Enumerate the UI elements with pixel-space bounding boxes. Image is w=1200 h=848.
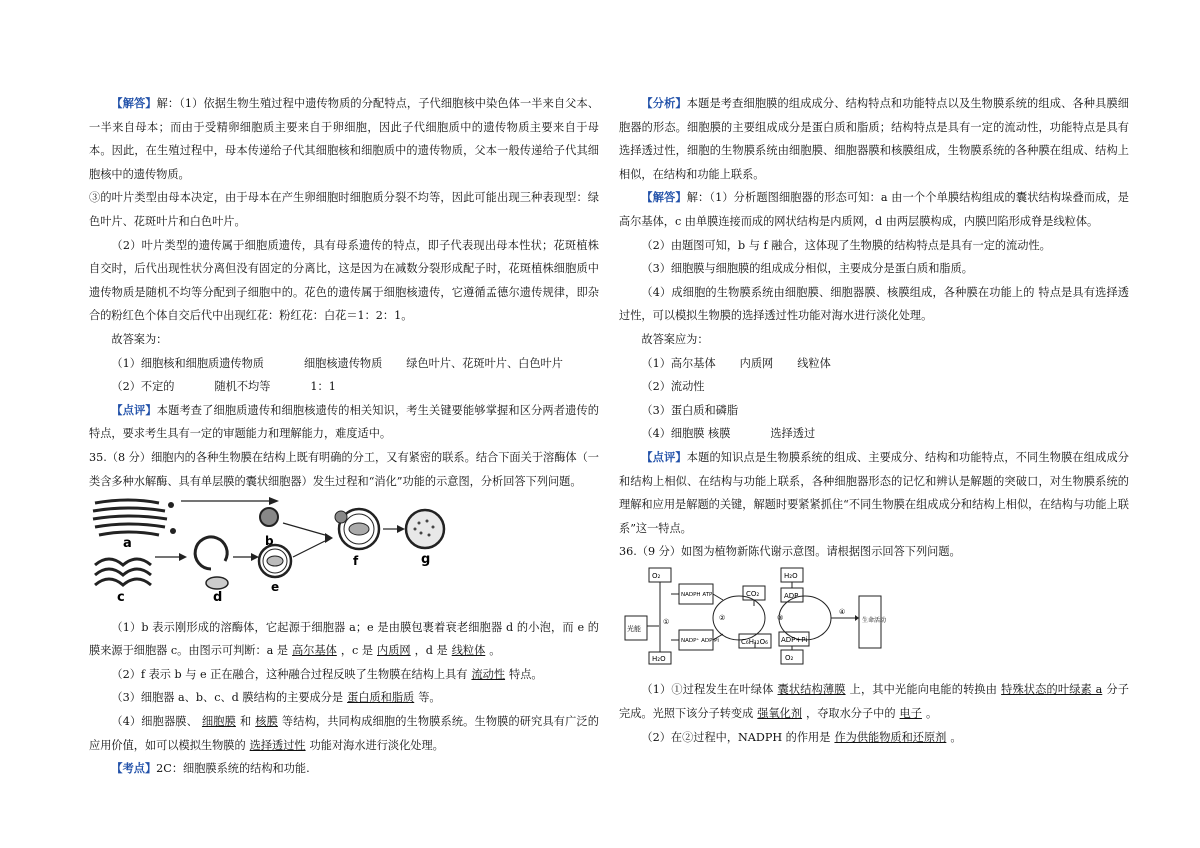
- o2-top-label: O₂: [652, 571, 661, 580]
- right-answer-2: （2）流动性: [641, 380, 705, 394]
- question-36: 36.（9 分）如图为植物新陈代谢示意图。请根据图示回答下列问题。: [619, 545, 961, 559]
- adp-label: ADP: [784, 591, 799, 600]
- analysis: [619, 92, 1129, 186]
- answer-composition: 蛋白质和脂质: [347, 691, 415, 705]
- solution-1-text: 解：（1）分析题图细胞器的形态可知：a 由一个个单膜结构组成的囊状结构垛叠而成，是高尔基体，c 由单膜连接而成的网状结构是内质网，d 由两层膜构成，内膜凹陷形成脊是线粒体。: [619, 191, 1129, 228]
- q36-part1: [619, 678, 1129, 725]
- left-column: [89, 92, 599, 781]
- q36-1-text: （1）①过程发生在叶绿体: [641, 683, 774, 697]
- q35-4-and: 和: [239, 715, 252, 729]
- process-4-label: ④: [839, 607, 846, 616]
- q35-1-text-e: ，d 是: [414, 644, 448, 658]
- light-label: 光能: [627, 624, 641, 633]
- answer-1b: 细胞核遗传物质: [303, 356, 383, 370]
- solution-tag: 【解答】: [641, 190, 687, 205]
- co2-label: CO₂: [746, 589, 760, 598]
- answer-part1: [89, 92, 599, 186]
- metabolism-figure: [619, 566, 919, 666]
- endoplasmic-reticulum-shape: [95, 559, 151, 585]
- right-comment-tag: 【点评】: [641, 449, 687, 464]
- knowledge-tag: 【考点】: [111, 761, 157, 776]
- answer-nadph-role: 作为供能物质和还原剂: [834, 730, 947, 744]
- q35-part1: [89, 616, 599, 663]
- fig-label-f: f: [353, 554, 359, 569]
- q35-4-text-e: 等结构，共同构成细胞的生物膜系统。生物膜的研究具有广泛的应用价值，如可以模拟生物膜的: [89, 715, 599, 752]
- q36-1-text-e: 分子完成。光照下该分子转变成: [619, 683, 1129, 721]
- answer-2a: （2）不定的: [111, 380, 175, 394]
- h2o-top-label: H₂O: [784, 571, 798, 580]
- right-answer-4: [619, 422, 1129, 446]
- q35-1-end: 。: [489, 644, 501, 658]
- answer-er: 内质网: [377, 644, 411, 658]
- right-answer-1: [619, 352, 1129, 376]
- analysis-tag: 【分析】: [641, 96, 687, 110]
- q35-2-end: 特点。: [509, 667, 543, 681]
- answer-chlorophyll-a: 特殊状态的叶绿素 a: [1001, 683, 1103, 697]
- o2-bottom-label: O₂: [785, 653, 794, 662]
- q36-1-end: 。: [925, 707, 938, 721]
- lysosome-figure: [89, 495, 449, 603]
- right-answer-4a: （4）细胞膜 核膜: [641, 427, 731, 441]
- answer-fluidity: 流动性: [471, 667, 506, 681]
- answer-oxidant: 强氧化剂: [757, 707, 803, 721]
- q35-3-text: （3）细胞器 a、b、c、d 膜结构的主要成分是: [111, 691, 344, 705]
- right-answer-1c: 线粒体: [797, 356, 831, 370]
- fig-label-g: g: [421, 552, 431, 568]
- knowledge-point: [89, 757, 599, 781]
- comment: [89, 399, 599, 446]
- answer-line-2: [89, 375, 599, 399]
- q36-1-text-c: 上，其中光能向电能的转换由: [849, 683, 998, 697]
- q35-1-text: （1）b 表示刚形成的溶酶体，它起源于细胞器 a；e 是由膜包裹着衰老细胞器 d 的小泡，而 e 的膜来源于细胞器 c。由图示可判断：a 是: [89, 620, 599, 658]
- answer-cell-membrane: 细胞膜: [201, 715, 236, 729]
- lysosome-diagram: [89, 495, 599, 612]
- answer-tag: 【解答】: [111, 96, 157, 110]
- process-2-label: ②: [719, 613, 726, 622]
- answer-1c: 绿色叶片、花斑叶片、白色叶片: [406, 356, 563, 370]
- knowledge-text: 2C：细胞膜系统的结构和功能.: [156, 762, 310, 776]
- right-comment: [619, 446, 1129, 540]
- question-35: 35.（8 分）细胞内的各种生物膜在结构上既有明确的分工，又有紧密的联系。结合下面关于溶酶体（一类含多种水解酶、具有单层膜的囊状细胞器）发生过程和“消化”功能的示意图，分析回答下列问题。: [89, 450, 599, 488]
- answer-2c: 1：1: [310, 380, 336, 394]
- answer-1a: （1）细胞核和细胞质遗传物质: [111, 356, 264, 370]
- golgi-apparatus-shape: [93, 500, 167, 535]
- comment-text: 本题考查了细胞质遗传和细胞核遗传的相关知识，考生关键要能够掌握和区分两者遗传的特点，要求考生具有一定的审题能力和理解能力，难度适中。: [89, 403, 599, 441]
- q35-part2: [89, 663, 599, 687]
- right-comment-text: 本题的知识点是生物膜系统的组成、主要成分、结构和功能特点，不同生物膜在组成成分和结构上相似、在结构与功能上联系，各种细胞器形态的记忆和辨认是解题的突破口，对生物膜系统的理解和应用是解题的关键，解题时要紧紧抓住“不同生物膜在组成成分和结构上相似，在结构与功能上联系”这一特点。: [619, 450, 1129, 535]
- q35-part3: [89, 686, 599, 710]
- q35-4-text: （4）细胞器膜、: [111, 715, 198, 729]
- fig-label-d: d: [213, 590, 223, 604]
- right-answer-4b: 选择透过: [770, 427, 816, 441]
- answer-thylakoid: 囊状结构薄膜: [777, 683, 846, 697]
- life-activity-label: 生命活动: [862, 616, 887, 624]
- q36-2-end: 。: [950, 730, 962, 744]
- answer-line-1: [89, 352, 599, 376]
- answer-part3: （2）叶片类型的遗传属于细胞质遗传，具有母系遗传的特点，即子代表现出母本性状；花斑植株自交时，后代出现性状分离但没有固定的分离比，这是因为在减数分裂形成配子时，花斑植株细胞质中遗传物质是随机不均等分配到子细胞中的。花色的遗传属于细胞核遗传，它遵循孟德尔遗传规律，即杂合的粉红色个体自交后代中出现红花：粉红花：白花＝1：2：1。: [89, 238, 599, 323]
- process-1-label: ①: [663, 617, 670, 626]
- right-answer-3: （3）蛋白质和磷脂: [641, 403, 739, 417]
- nadp-adp-label: NADP⁺ ADP·Pi: [681, 637, 719, 644]
- solution-2: （2）由题图可知，b 与 f 融合，这体现了生物膜的结构特点是具有一定的流动性。: [641, 238, 1051, 252]
- answer-selective: 选择透过性: [249, 738, 306, 752]
- answer-mitochondria: 线粒体: [451, 644, 486, 658]
- answer-text: 解：（1）依据生物生殖过程中遗传物质的分配特点，子代细胞核中染色体一半来自父本、一半来自母本；而由于受精卵细胞质主要来自于卵细胞，因此子代细胞质中的遗传物质主要来自于母本。因此，在生殖过程中，母本传递给子代其细胞核和细胞质中的遗传物质，父本一般传递给子代其细胞核中的遗传物质。: [89, 97, 599, 181]
- q35-2-text: （2）f 表示 b 与 e 正在融合，这种融合过程反映了生物膜在结构上具有: [111, 667, 468, 681]
- process-3-label: ③: [777, 613, 784, 622]
- q36-1-text-g: ，夺取水分子中的: [806, 707, 896, 721]
- q35-1-text-c: ，c 是: [340, 644, 374, 658]
- answer-2b: 随机不均等: [214, 380, 271, 394]
- nadph-atp-label: NADPH ATP: [681, 591, 713, 598]
- q36-part2: [619, 726, 1129, 750]
- q36-2-text: （2）在②过程中，NADPH 的作用是: [641, 730, 831, 744]
- solution-3: （3）细胞膜与细胞膜的组成成分相似，主要成分是蛋白质和脂质。: [641, 262, 973, 276]
- answer-label-right: 故答案应为：: [641, 332, 709, 346]
- q35-part4: [89, 710, 599, 757]
- fig-label-a: a: [123, 536, 132, 552]
- fig-label-c: c: [117, 590, 125, 604]
- solution-1: [619, 186, 1129, 233]
- q35-4-end: 功能对海水进行淡化处理。: [309, 738, 444, 752]
- answer-golgi: 高尔基体: [292, 644, 337, 658]
- comment-tag: 【点评】: [111, 402, 157, 417]
- right-column: [619, 92, 1129, 749]
- right-answer-1b: 内质网: [739, 356, 774, 370]
- glucose-label: C₆H₁₂O₆: [741, 637, 768, 646]
- fig-label-b: b: [265, 534, 274, 549]
- answer-part2: ③的叶片类型由母本决定，由于母本在产生卵细胞时细胞质分裂不均等，因此可能出现三种表现型：绿色叶片、花斑叶片和白色叶片。: [89, 191, 599, 228]
- answer-label: 故答案为：: [111, 332, 168, 346]
- analysis-text: 本题是考查细胞膜的组成成分、结构特点和功能特点以及生物膜系统的组成、各种具膜细胞器的形态。细胞膜的主要组成成分是蛋白质和脂质；结构特点是具有一定的流动性，功能特点是具有选择透过性，细胞的生物膜系统由细胞膜、细胞器膜和核膜组成，生物膜系统的各种膜在组成、结构上相似，在结构和功能上联系。: [619, 97, 1129, 181]
- answer-electron: 电子: [899, 707, 922, 721]
- metabolism-diagram: [619, 566, 1129, 675]
- q35-3-end: 等。: [418, 691, 441, 705]
- h2o-bottom-label: H₂O: [652, 654, 666, 663]
- fig-label-e: e: [271, 580, 280, 595]
- answer-nuclear-membrane: 核膜: [255, 715, 278, 729]
- adp-pi-label: ADP+Pi: [781, 635, 808, 644]
- right-answer-1a: （1）高尔基体: [641, 356, 716, 370]
- solution-4: （4）成细胞的生物膜系统由细胞膜、细胞器膜、核膜组成，各种膜在功能上的 特点是具有选择透过性，可以模拟生物膜的选择透过性功能对海水进行淡化处理。: [619, 285, 1129, 323]
